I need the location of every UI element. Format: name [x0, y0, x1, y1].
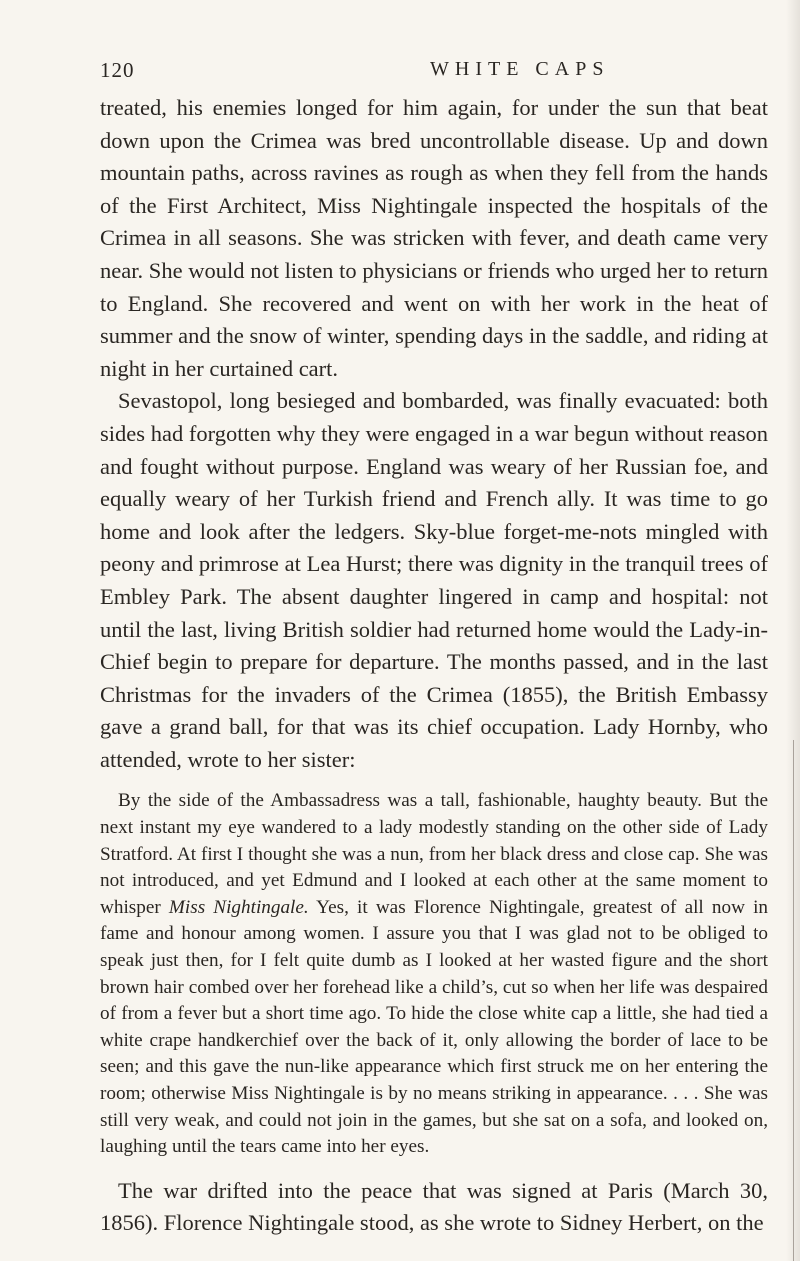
page-header: [100, 58, 768, 88]
running-head: WHITE CAPS: [430, 58, 610, 80]
quote-italic-name: Miss Nightingale.: [168, 896, 309, 918]
paragraph-1: treated, his enemies longed for him again, for under the sun that beat down upon the Crimea was bred uncontrollable disease. Up and down mountain paths, across ravines as rough as when they fell from the hands of the First Architect, Miss Nightingale inspected the hospitals of the Crimea in all seasons. She was stricken with fever, and death came very near. She would not listen to physicians or friends who urged her to return to England. She recovered and went on with her work in the heat of summer and the snow of winter, spending days in the saddle, and riding at night in her curtained cart.: [100, 95, 768, 381]
page-edge-line: [793, 740, 794, 1261]
paragraph-3: The war drifted into the peace that was signed at Paris (March 30, 1856). Florence Nightingale stood, as she wrote to Sidney Herbert, on the: [100, 1177, 768, 1236]
block-quote: [100, 788, 768, 1160]
paragraph-2: Sevastopol, long besieged and bombarded, was finally evacuated: both sides had forgotten why they were engaged in a war begun without reason and fought without purpose. England was weary of her Russian foe, and equally weary of her Turkish friend and French ally. It was time to go home and look after the ledgers. Sky-blue forget-me-nots mingled with peony and primrose at Lea Hurst; there was dignity in the tranquil trees of Embley Park. The absent daughter lingered in camp and hospital: not until the last, living British soldier had returned home would the Lady-in-Chief begin to prepare for departure. The months passed, and in the last Christmas for the invaders of the Crimea (1855), the British Embassy gave a grand ball, for that was its chief occupation. Lady Hornby, who attended, wrote to her sister:: [100, 388, 768, 772]
quote-text-part-1: By the side of the Ambassadress was a tall, fashionable, haughty beauty. But the next instant my eye wandered to a lady modestly standing on the other side of Lady Stratford. At first I thought she was a nun, from her black dress and close cap. She was not introduced, and yet Edmund and I looked at each other at the same moment to whisper: [100, 790, 768, 918]
body-text: [100, 92, 768, 1240]
quote-text-part-2: Yes, it was Florence Nightingale, greatest of all now in fame and honour among women. I assure you that I was glad not to be obliged to speak just then, for I felt quite dumb as I looked at her wasted figure and the short brown hair combed over her forehead like a child’s, cut so when her life was despaired of from a fever but a short time ago. To hide the close white cap a little, she had tied a white crape handkerchief over the back of it, only allowing the border of lace to be seen; and this gave the nun-like appearance which first struck me on her entering the room; otherwise Miss Nightingale is by no means striking in appearance. . . . She was still very weak, and could not join in the games, but she sat on a sofa, and looked on, laughing until the tears came into her eyes.: [100, 896, 769, 1158]
page-number: 120: [100, 58, 135, 82]
